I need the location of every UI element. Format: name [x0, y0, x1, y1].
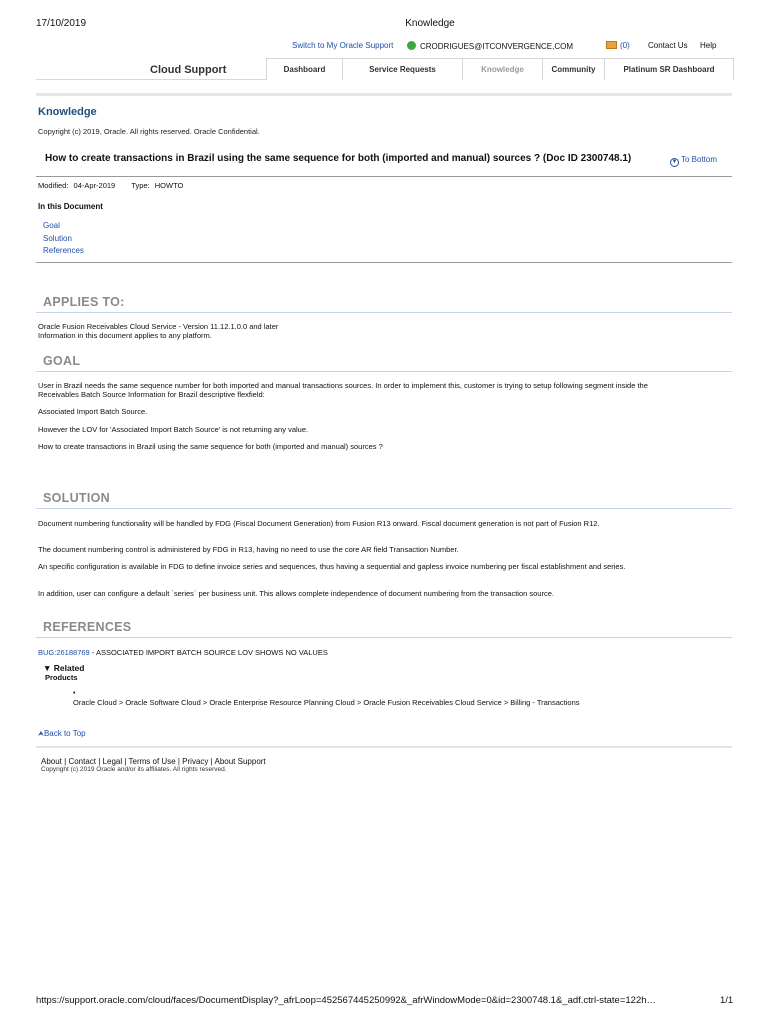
reference-item: [38, 649, 688, 658]
product-breadcrumb: Oracle Cloud > Oracle Software Cloud > Oracle Enterprise Resource Planning Cloud > Oracle Fusion Receivables Cloud Service > Billing - Transactions: [73, 698, 580, 707]
footer-privacy-link[interactable]: Privacy: [182, 757, 209, 766]
user-email: CRODRIGUES@ITCONVERGENCE,COM: [420, 42, 574, 51]
modified-date: 04-Apr-2019: [73, 181, 116, 190]
solution-paragraph: Document numbering functionality will be handled by FDG (Fiscal Document Generation) from Fusion R13 onward. Fiscal document generation is not part of Fusion R12.: [38, 519, 600, 528]
goal-paragraph: Associated Import Batch Source.: [38, 407, 148, 416]
footer-links: About | Contact | Legal | Terms of Use | Privacy | About Support: [41, 757, 266, 766]
footer-about-link[interactable]: About: [41, 757, 62, 766]
goal-paragraph: User in Brazil needs the same sequence number for both imported and manual transactions sources. In order to implement this, customer is trying to setup following segment inside the Receivables Batch Source Information for Brazil descriptive flexfield:: [38, 381, 648, 399]
tab-community[interactable]: Community: [543, 59, 605, 80]
modified-label: Modified:: [38, 181, 69, 190]
type-value: HOWTO: [154, 181, 184, 190]
main-tabs: [266, 58, 734, 80]
related-products-toggle[interactable]: ▼ Related: [43, 663, 85, 673]
section-divider: [36, 312, 732, 313]
section-divider: [36, 637, 732, 638]
solution-paragraph: In addition, user can configure a default `series` per business unit. This allows complete independence of document numbering from the transaction source.: [38, 589, 554, 598]
footer-terms-link[interactable]: Terms of Use: [128, 757, 176, 766]
section-divider: [36, 371, 732, 372]
header-separator: [36, 93, 732, 96]
to-bottom-label: To Bottom: [681, 155, 718, 164]
print-page-number: 1/1: [720, 995, 734, 1006]
document-title: How to create transactions in Brazil using the same sequence for both (imported and manual) sources ? (Doc ID 2300748.1): [45, 153, 632, 164]
toc-solution-link[interactable]: Solution: [43, 234, 72, 243]
back-to-top-link[interactable]: [38, 729, 86, 739]
brand-name: Cloud Support: [150, 64, 227, 76]
applies-line-1: Oracle Fusion Receivables Cloud Service - Version 11.12.1.0.0 and later: [38, 322, 279, 331]
print-url: https://support.oracle.com/cloud/faces/DocumentDisplay?_afrLoop=452567445250992&_afrWindowMode=0&id=2300748.1&_adf.ctrl-state=122h…: [36, 995, 657, 1006]
list-bullet: •: [73, 690, 76, 697]
back-to-top-label: Back to Top: [43, 729, 86, 738]
bug-description: - ASSOCIATED IMPORT BATCH SOURCE LOV SHOWS NO VALUES: [89, 648, 328, 657]
print-date: 17/10/2019: [36, 18, 87, 29]
type-label: Type:: [131, 181, 150, 190]
switch-to-mos-link[interactable]: Switch to My Oracle Support: [292, 41, 394, 50]
goal-heading: GOAL: [43, 354, 81, 368]
footer-about-support-link[interactable]: About Support: [214, 757, 266, 766]
arrow-down-icon: ▼: [671, 159, 678, 165]
references-heading: REFERENCES: [43, 620, 132, 634]
goal-paragraph: How to create transactions in Brazil using the same sequence for both (imported and manual) sources ?: [38, 442, 383, 451]
mail-icon: [606, 41, 617, 49]
tab-dashboard[interactable]: Dashboard: [267, 59, 343, 80]
contact-us-link[interactable]: Contact Us: [648, 41, 688, 50]
messages-button[interactable]: [606, 41, 630, 50]
footer-copyright: Copyright (c) 2019 Oracle and/or its affiliates. All rights reserved.: [41, 766, 227, 773]
products-label: Products: [45, 673, 78, 682]
applies-line-2: Information in this document applies to any platform.: [38, 331, 212, 340]
solution-heading: SOLUTION: [43, 491, 110, 505]
in-this-document-heading: In this Document: [38, 202, 103, 211]
footer-divider: [36, 746, 732, 748]
page-title: Knowledge: [38, 106, 97, 118]
arrow-up-icon: ⮝: [38, 731, 44, 738]
tab-service-requests[interactable]: Service Requests: [343, 59, 463, 80]
section-divider: [36, 508, 732, 509]
user-account[interactable]: [407, 41, 573, 51]
status-ok-icon: [407, 41, 416, 50]
copyright-notice: Copyright (c) 2019, Oracle. All rights reserved. Oracle Confidential.: [38, 127, 260, 136]
applies-to-heading: APPLIES TO:: [43, 295, 125, 309]
tab-platinum-sr-dashboard[interactable]: Platinum SR Dashboard: [605, 59, 733, 80]
solution-paragraph: The document numbering control is administered by FDG in R13, having no need to use the core AR field Transaction Number.: [38, 545, 459, 554]
toc-references-link[interactable]: References: [43, 246, 84, 255]
solution-paragraph: An specific configuration is available in FDG to define invoice series and sequences, thus having a sequential and gapless invoice numbering per fiscal establishment and series.: [38, 562, 626, 571]
divider: [36, 176, 732, 177]
toc-goal-link[interactable]: Goal: [43, 221, 60, 230]
help-link[interactable]: Help: [700, 41, 717, 50]
document-meta: [38, 181, 183, 190]
footer-legal-link[interactable]: Legal: [102, 757, 123, 766]
bug-link[interactable]: BUG:26188769: [38, 648, 90, 657]
goal-paragraph: However the LOV for 'Associated Import Batch Source' is not returning any value.: [38, 425, 309, 434]
footer-contact-link[interactable]: Contact: [68, 757, 97, 766]
messages-count: (0): [620, 41, 630, 50]
tab-knowledge[interactable]: Knowledge: [463, 59, 543, 80]
print-title: Knowledge: [405, 18, 455, 29]
divider: [36, 262, 732, 263]
to-bottom-link[interactable]: [670, 155, 717, 167]
